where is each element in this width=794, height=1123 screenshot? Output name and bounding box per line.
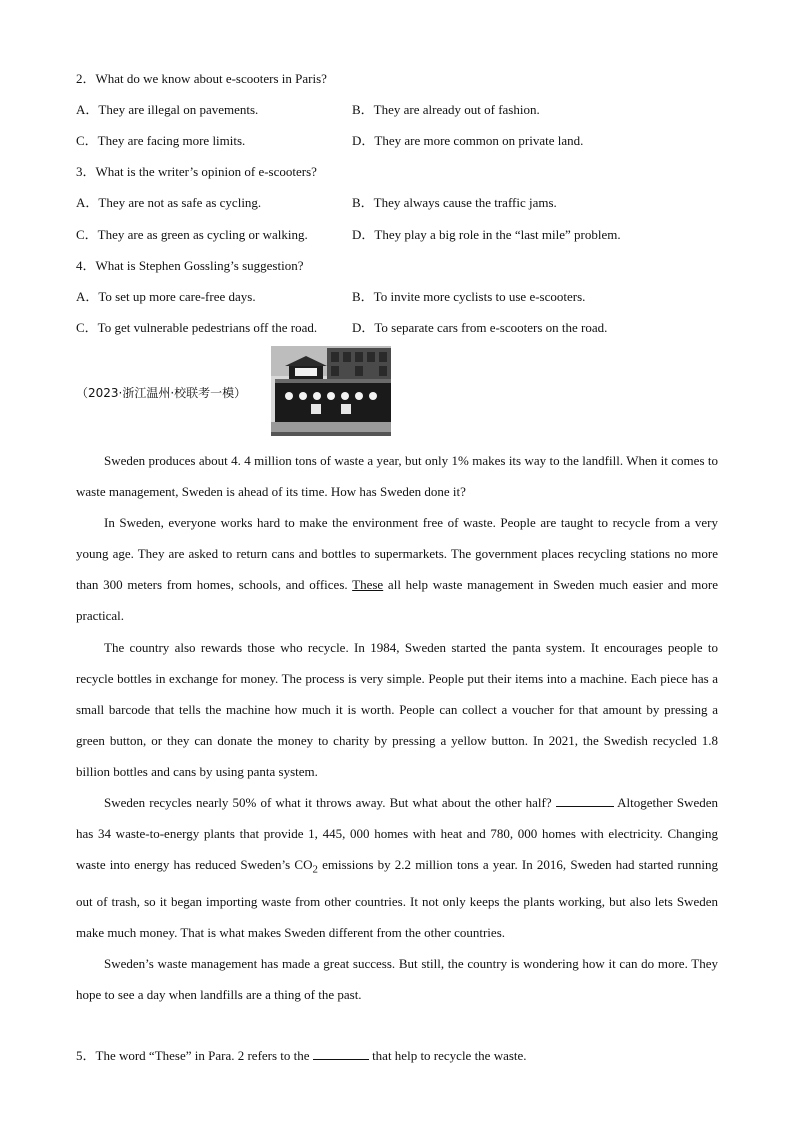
question-4-option-c: C．To get vulnerable pedestrians off the road. <box>76 320 318 335</box>
reading-passage <box>76 445 718 1010</box>
building-photo <box>271 346 391 436</box>
question-2-option-d: D．They are more common on private land. <box>352 133 584 148</box>
question-4-stem: 4．What is Stephen Gossling’s suggestion? <box>76 258 304 273</box>
passage-paragraph-3: The country also rewards those who recycle. In 1984, Sweden started the panta system. It encourages people to recycle bottles in exchange for money. The process is very simple. People put their items into a machine. Each piece has a small barcode that tells the machine how much it is worth. People can collect a voucher for that amount by pressing a green button, or they can donate the money to charity by pressing a yellow button. In 2021, the Swedish recycled 1.8 billion bottles and cans by using panta system. <box>76 639 718 779</box>
question-2-stem: 2．What do we know about e-scooters in Paris? <box>76 71 327 86</box>
passage-paragraph-2: In Sweden, everyone works hard to make the environment free of waste. People are taught to recycle from a very young age. They are asked to return cans and bottles to supermarkets. The government places recycling stations no more than 300 meters from homes, schools, and offices. These all help waste management in Sweden much easier and more practical. <box>76 515 718 624</box>
question-2-option-b: B．They are already out of fashion. <box>352 102 540 117</box>
question-5-blank[interactable] <box>313 1047 369 1060</box>
passage-paragraph-5: Sweden’s waste management has made a great success. But still, the country is wondering how it can do more. They hope to see a day when landfills are a thing of the past. <box>76 956 718 1003</box>
co2-subscript: 2 <box>312 863 318 876</box>
question-4-option-b: B．To invite more cyclists to use e-scooters. <box>352 289 586 304</box>
question-2-option-a: A．They are illegal on pavements. <box>76 102 259 117</box>
question-3-stem: 3．What is the writer’s opinion of e-scooters? <box>76 164 317 179</box>
question-4-option-a: A．To set up more care-free days. <box>76 289 256 304</box>
question-4-option-d: D．To separate cars from e-scooters on the road. <box>352 320 608 335</box>
question-2-option-c: C．They are facing more limits. <box>76 133 246 148</box>
question-3-option-d: D．They play a big role in the “last mile” problem. <box>352 227 621 242</box>
question-3-option-a: A．They are not as safe as cycling. <box>76 195 262 210</box>
question-5-stem: 5．The word “These” in Para. 2 refers to the that help to recycle the waste. <box>76 1048 527 1063</box>
passage-paragraph-1: Sweden produces about 4. 4 million tons of waste a year, but only 1% makes its way to the landfill. When it comes to waste management, Sweden is ahead of its time. How has Sweden done it? <box>76 453 718 500</box>
underlined-word-these: These <box>352 577 384 593</box>
question-3-option-c: C．They are as green as cycling or walking. <box>76 227 308 242</box>
question-3-option-b: B．They always cause the traffic jams. <box>352 195 557 210</box>
answer-blank[interactable] <box>556 794 614 807</box>
passage-paragraph-4: Sweden recycles nearly 50% of what it throws away. But what about the other half? Altogether Sweden has 34 waste-to-energy plants that provide 1, 445, 000 homes with heat and 780, 000 homes with electricity. Changing waste into energy has reduced Sweden’s $CO_2$ emissions by 2.2 million tons a year. In 2016, Sweden had started running out of trash, so it began importing waste from other countries. It not only keeps the plants working, but also lets Sweden make much money. That is what makes Sweden different from the other countries. <box>76 795 718 940</box>
source-tag: （2023·浙江温州·校联考一模） <box>76 386 247 400</box>
